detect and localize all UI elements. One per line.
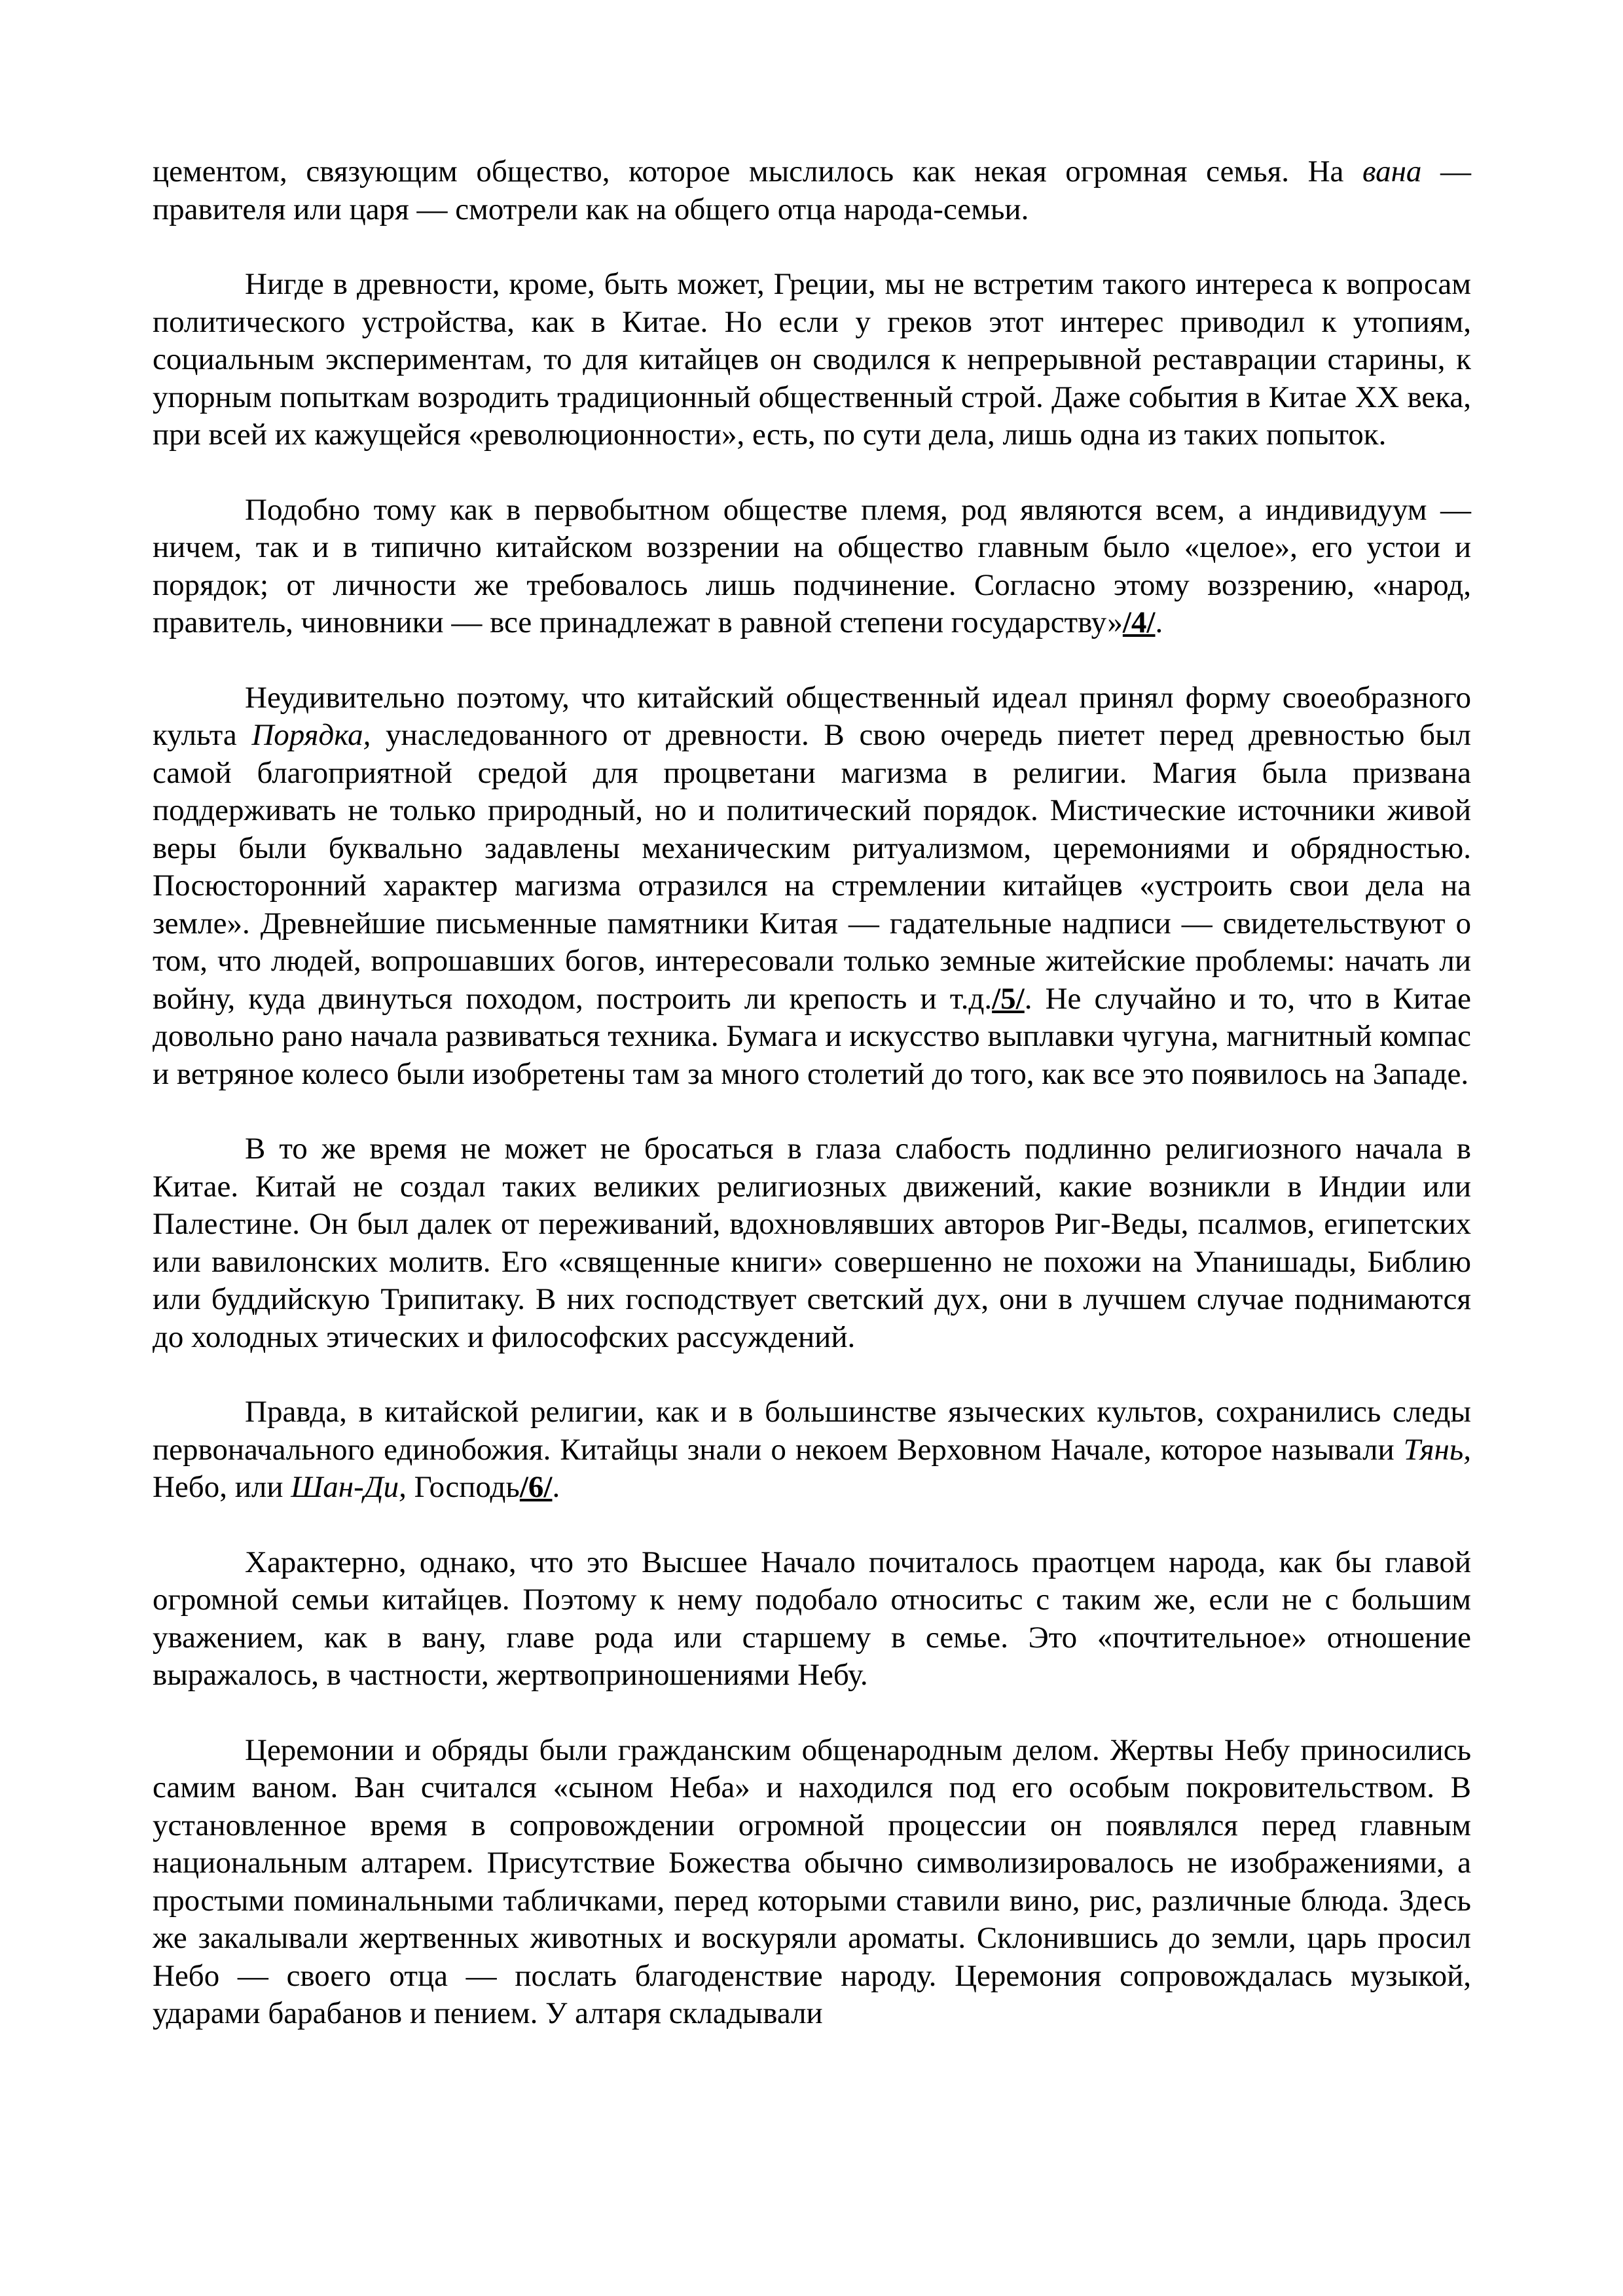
paragraph: [153, 266, 1471, 454]
paragraph-text: Характерно, однако, что это Высшее Начало почиталось праотцем народа, как бы главой огромной семьи китайцев. Поэтому к нему подобало относитьс с таким же, если не с большим уважением, как в вану, главе рода или старшему в семье. Это «почтительное» отношение выражалось, в частности, жертвоприношениями Небу.: [153, 1545, 1471, 1692]
italic-term: Порядка,: [251, 718, 371, 752]
paragraph-text: .: [1155, 605, 1163, 639]
paragraph-text: Церемонии и обряды были гражданским общенародным делом. Жертвы Небу приносились самим ваном. Ван считался «сыном Неба» и находился под его особым покровительством. В установленное время в сопровождении огромной процессии он появлялся перед главным национальным алтарем. Присутствие Божества обычно символизировалось не изображениями, а простыми поминальными табличками, перед которыми ставили вино, рис, различные блюда. Здесь же закалывали жертвенных животных и воскуряли ароматы. Склонившись до земли, царь просил Небо — своего отца — послать благоденствие народу. Церемония сопровождалась музыкой, ударами барабанов и пением. У алтаря складывали: [153, 1732, 1471, 2030]
italic-term: Тянь,: [1403, 1432, 1471, 1467]
italic-term: вана: [1362, 154, 1422, 188]
paragraph: [153, 153, 1471, 228]
paragraph-text: унаследованного от древности. В свою очередь пиетет перед древностью был самой благоприятной средой для процветани магизма в религии. Магия была призвана поддерживать не только природный, но и политический порядок. Мистические источники живой веры были буквально задавлены механическим ритуализмом, церемониями и обрядностью. Посюсторонний характер магизма отразился на стремлении китайцев «устроить свои дела на земле». Древнейшие письменные памятники Китая — гадательные надписи — свидетельствуют о том, что людей, вопрошавших богов, интересовали только земные житейские проблемы: начать ли войну, куда двинуться походом, построить ли крепость и т.д.: [153, 718, 1471, 1016]
italic-term: Шан-Ди,: [291, 1470, 407, 1504]
paragraph-text: Правда, в китайской религии, как и в большинстве языческих культов, сохранились следы первоначального единобожия. Китайцы знали о некоем Верховном Начале, которое называли: [153, 1395, 1471, 1467]
paragraph-text: Господь: [406, 1470, 520, 1504]
paragraph: [153, 1732, 1471, 2033]
paragraph-text: .: [552, 1470, 560, 1504]
footnote-reference-link[interactable]: /5/: [992, 981, 1025, 1016]
paragraph-text: Неудивительно поэтому, что китайский общественный идеал принял форму своеобразного культа: [153, 680, 1471, 752]
paragraph-text: цементом, связующим общество, которое мыслилось как некая огромная семья. На: [153, 154, 1362, 188]
paragraph-text: Нигде в древности, кроме, быть может, Греции, мы не встретим такого интереса к вопросам политического устройства, как в Китае. Но если у греков этот интерес приводил к утопиям, социальным экспериментам, то для китайцев он сводился к непрерывной реставрации старины, к упорным попыткам возродить традиционный общественный строй. Даже события в Китае XX века, при всей их кажущейся «революционности», есть, по сути дела, лишь одна из таких попыток.: [153, 267, 1471, 452]
paragraph: [153, 492, 1471, 642]
document-body: [153, 153, 1471, 2070]
paragraph-text: Небо, или: [153, 1470, 291, 1504]
paragraph: [153, 1130, 1471, 1356]
paragraph: [153, 679, 1471, 1094]
footnote-reference-link[interactable]: /6/: [519, 1470, 553, 1504]
paragraph-text: В то же время не может не бросаться в глаза слабость подлинно религиозного начала в Китае. Китай не создал таких великих религиозных движений, какие возникли в Индии или Палестине. Он был далек от переживаний, вдохновлявших авторов Риг-Веды, псалмов, египетских или вавилонских молитв. Его «священные книги» совершенно не похожи на Упанишады, Библию или буддийскую Трипитаку. В них господствует светский дух, они в лучшем случае поднимаются до холодных этических и философских рассуждений.: [153, 1132, 1471, 1354]
paragraph: [153, 1544, 1471, 1695]
paragraph-text: — правителя или царя — смотрели как на общего отца народа-семьи.: [153, 154, 1472, 226]
paragraph-text: . Не случайно и то, что в Китае довольно рано начала развиваться техника. Бумага и искусство выплавки чугуна, магнитный компас и ветряное колесо были изобретены там за много столетий до того, как все это появилось на Западе.: [153, 981, 1471, 1091]
paragraph-text: Подобно тому как в первобытном обществе племя, род являются всем, а индивидуум — ничем, так и в типично китайском воззрении на общество главным было «целое», его устои и порядок; от личности же требовалось лишь подчинение. Согласно этому воззрению, «народ, правитель, чиновники — все принадлежат в равной степени государству»: [153, 492, 1471, 639]
footnote-reference-link[interactable]: /4/: [1122, 605, 1156, 639]
paragraph: [153, 1393, 1471, 1507]
